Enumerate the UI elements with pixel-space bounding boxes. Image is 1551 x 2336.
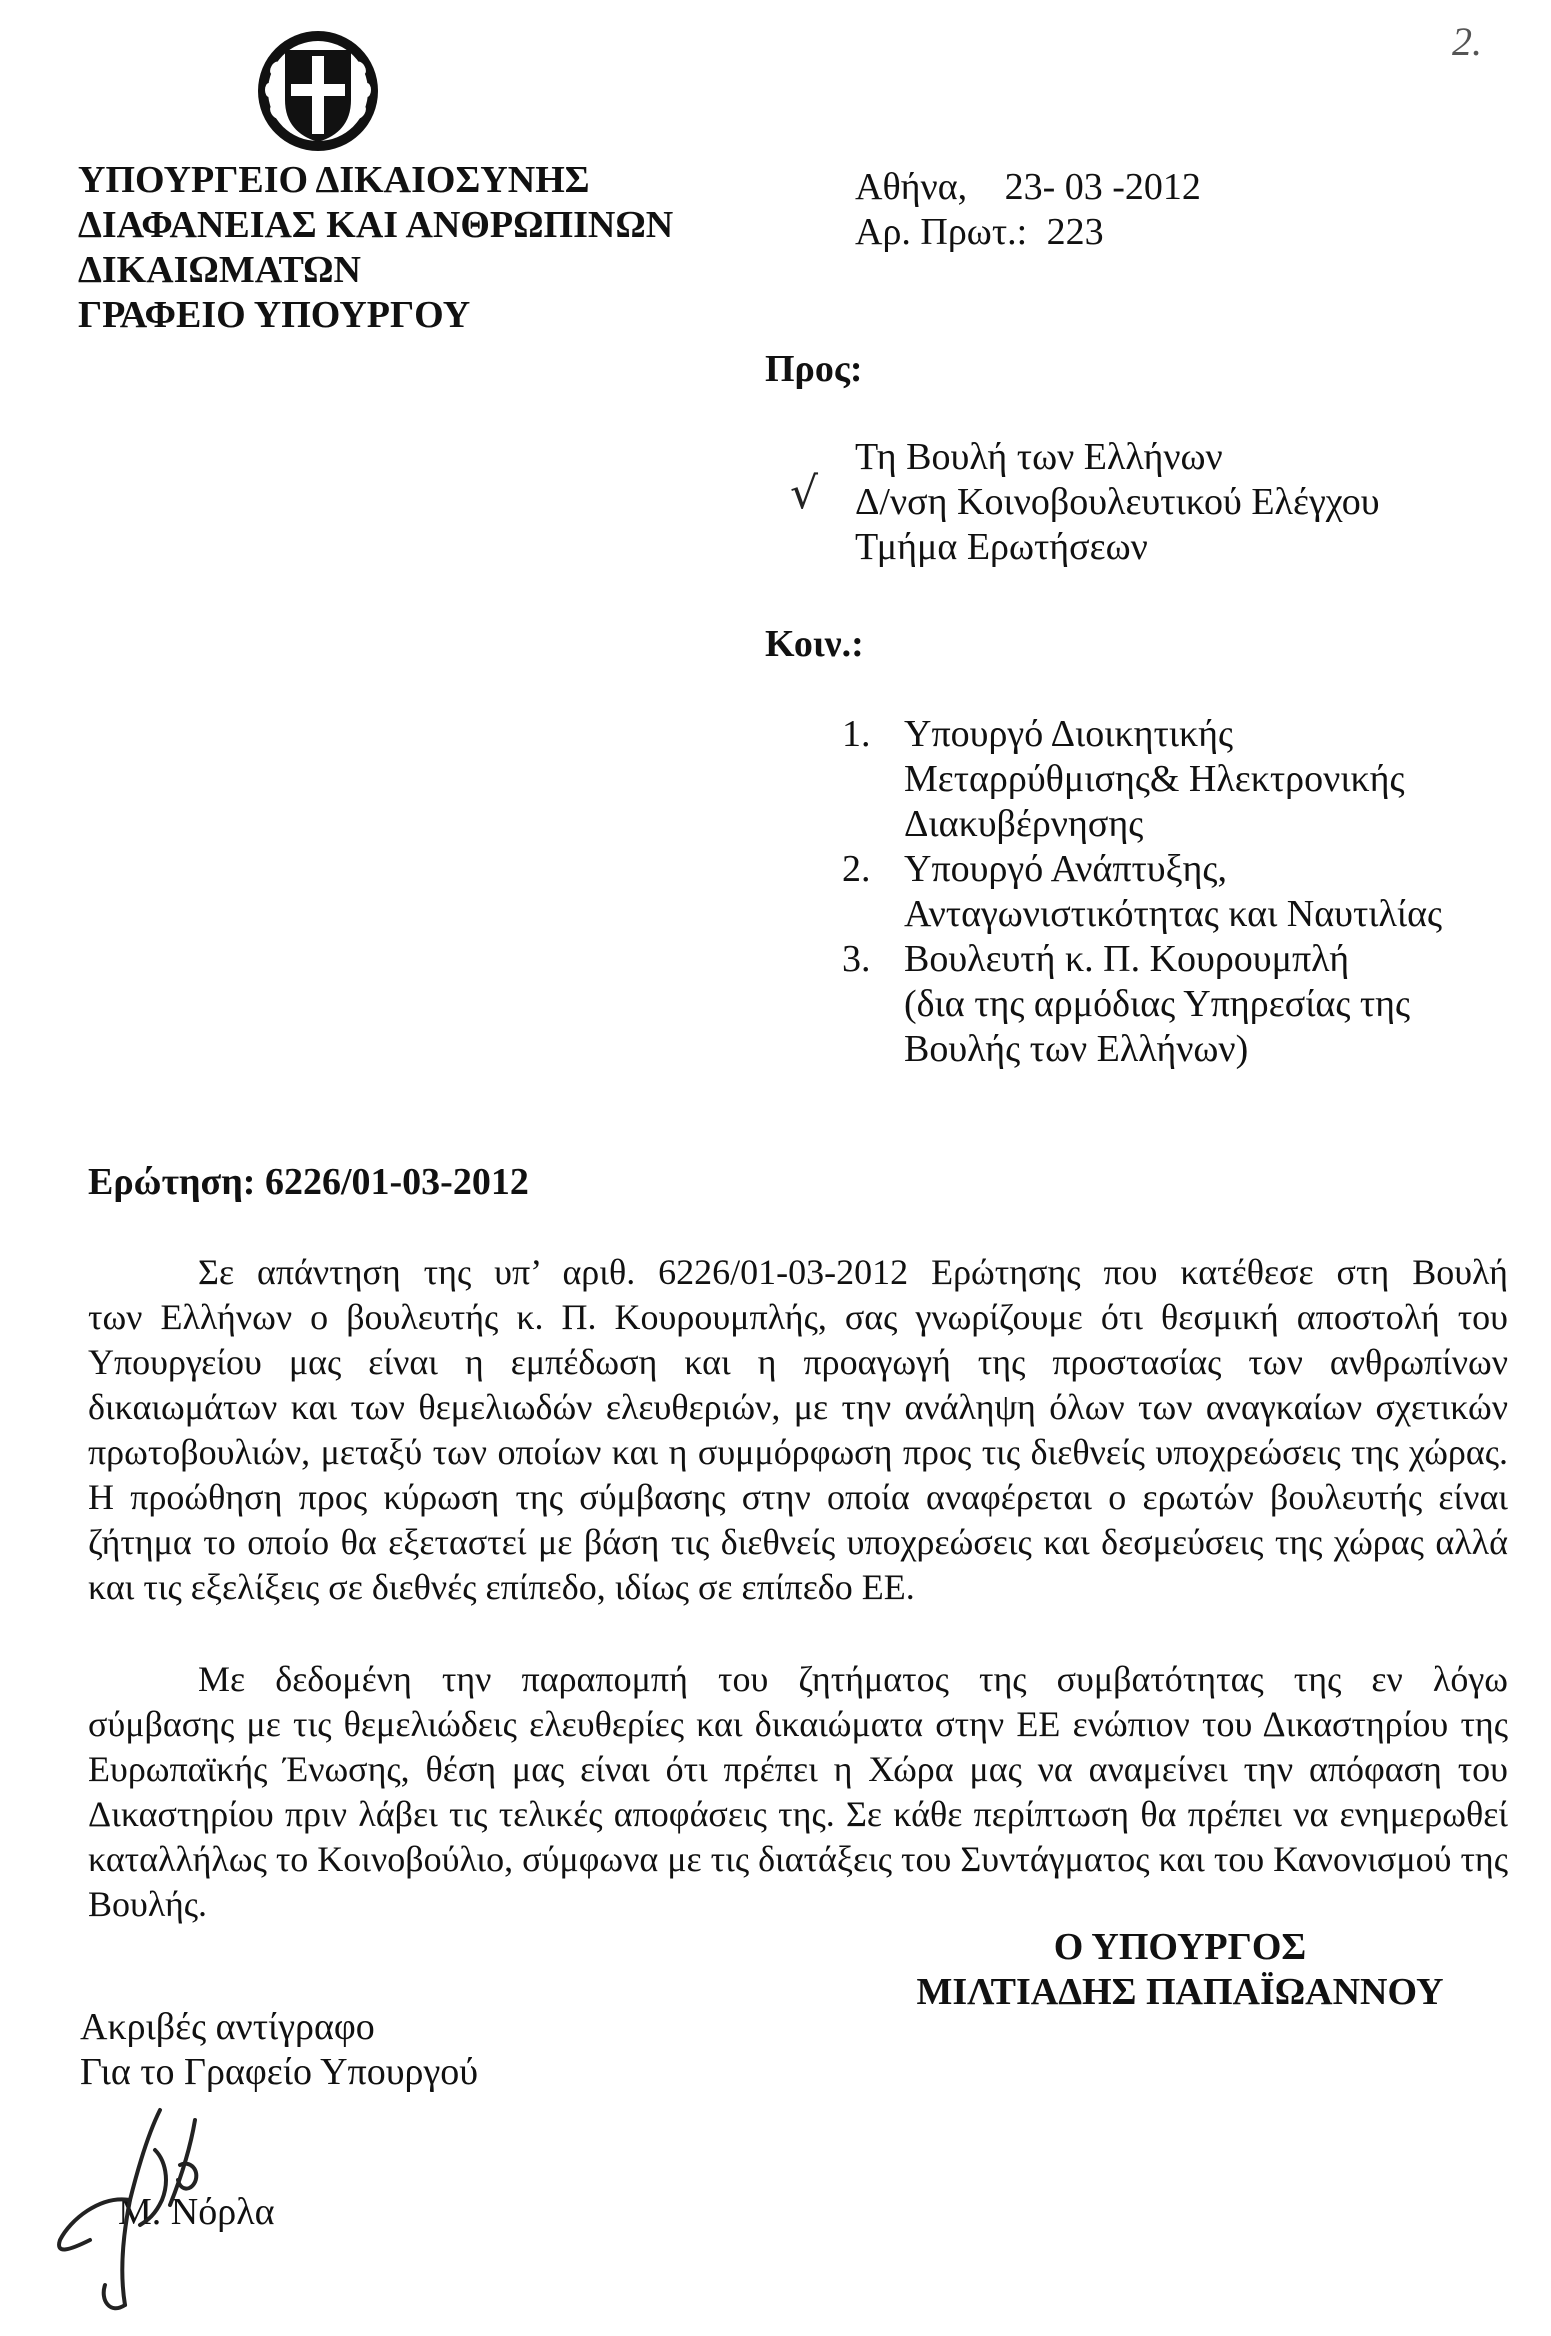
cc-item-line: Υπουργό Ανάπτυξης, (904, 848, 1227, 890)
page-number: 2. (1452, 19, 1482, 64)
cc-item (842, 937, 1442, 1072)
checkmark: √ (790, 468, 819, 519)
cc-item-line: Υπουργό Διοικητικής (904, 713, 1234, 755)
cc-item-number: 2. (842, 848, 871, 890)
cc-item-line: (δια της αρμόδιας Υπηρεσίας της (904, 983, 1411, 1025)
certification-line: Για το Γραφείο Υπουργού (80, 2051, 479, 2093)
paragraph-first-line: Σε απάντηση της υπ’ αριθ. 6226/01-03-2012 Ερώτησης που κατέθεσε στη Βουλή (198, 1252, 1508, 1292)
cc-item-number: 1. (842, 713, 871, 755)
paragraph-body: σύμβασης με τις θεμελιώδεις ελευθερίες και δικαιώματα στην ΕΕ ενώπιον του Δικαστηρίου της Ευρωπαϊκής Ένωσης, θέση μας είναι ότι πρέπει η Χώρα μας να αναμείνει την απόφαση του Δικαστηρίου πριν λάβει τις τελικές αποφάσεις της. Σε κάθε περίπτωση θα πρέπει να ενημερωθεί καταλλήλως το Κοινοβούλιο, σύμφωνα με τις διατάξεις του Συντάγματος και του Κανονισμού της Βουλής. (88, 1704, 1508, 1924)
signatory-block (880, 1925, 1480, 2015)
cc-item-line: Βουλής των Ελλήνων) (904, 1028, 1249, 1070)
to-line: Τμήμα Ερωτήσεων (855, 526, 1148, 568)
cc-item-number: 3. (842, 938, 871, 980)
cc-item (842, 847, 1442, 937)
ministry-header (78, 158, 673, 338)
cc-label: Κοιν.: (765, 623, 864, 665)
ministry-line: ΓΡΑΦΕΙΟ ΥΠΟΥΡΓΟΥ (78, 294, 471, 336)
cc-item-line: Διακυβέρνησης (904, 803, 1144, 845)
protocol-line (855, 210, 1104, 255)
to-line: Τη Βουλή των Ελλήνων (855, 436, 1223, 478)
paragraph-body: των Ελλήνων ο βουλευτής κ. Π. Κουρουμπλής, σας γνωρίζουμε ότι θεσμική αποστολή του Υπουργείου μας είναι η εμπέδωση και η προαγωγή της προστασίας των ανθρωπίνων δικαιωμάτων και των θεμελιωδών ελευθεριών, με την ανάληψη όλων των αναγκαίων σχετικών πρωτοβουλιών, μεταξύ των οποίων και η συμμόρφωση προς τις διεθνείς υποχρεώσεις της χώρας. Η προώθηση προς κύρωση της σύμβασης στην οποία αναφέρεται ο ερωτών βουλευτής είναι ζήτημα το οποίο θα εξεταστεί με βάση τις διεθνείς υποχρεώσεις και δεσμεύσεις της χώρας αλλά και τις εξελίξεις σε διεθνές επίπεδο, ιδίως σε επίπεδο ΕΕ. (88, 1297, 1508, 1607)
cc-item (842, 712, 1442, 847)
paragraph-first-line: Με δεδομένη την παραπομπή του ζητήματος της συμβατότητας της εν λόγω (198, 1659, 1508, 1699)
body-paragraph-2 (88, 1657, 1508, 1927)
protocol-label: Αρ. Πρωτ.: (855, 211, 1028, 253)
to-recipients (855, 435, 1380, 570)
ministry-line: ΔΙΑΦΑΝΕΙΑΣ ΚΑΙ ΑΝΘΡΩΠΙΝΩΝ (78, 204, 674, 246)
signatory-name: ΜΙΛΤΙΑΔΗΣ ΠΑΠΑΪΩΑΝΝΟΥ (916, 1971, 1444, 2013)
certification-block (80, 2005, 478, 2095)
cc-item-line: Βουλευτή κ. Π. Κουρουμπλή (904, 938, 1350, 980)
date-label: Αθήνα, (855, 166, 968, 208)
date-value: 23- 03 -2012 (1004, 166, 1201, 208)
signatory-title: Ο ΥΠΟΥΡΓΟΣ (1053, 1926, 1307, 1968)
body-paragraph-1 (88, 1250, 1508, 1610)
cc-list (842, 712, 1442, 1072)
certification-signer: Μ. Νόρλα (118, 2191, 275, 2233)
date-line (855, 165, 1201, 210)
subject-line: Ερώτηση: 6226/01-03-2012 (88, 1161, 529, 1203)
to-label: Προς: (765, 348, 863, 390)
greek-coat-of-arms-icon (255, 28, 381, 154)
cc-item-line: Ανταγωνιστικότητας και Ναυτιλίας (904, 893, 1443, 935)
cc-item-line: Μεταρρύθμισης& Ηλεκτρονικής (904, 758, 1405, 800)
ministry-line: ΥΠΟΥΡΓΕΙΟ ΔΙΚΑΙΟΣΥΝΗΣ (78, 159, 590, 201)
certification-line: Ακριβές αντίγραφο (80, 2006, 375, 2048)
handwritten-signature (30, 2090, 260, 2320)
to-line: Δ/νση Κοινοβουλευτικού Ελέγχου (855, 481, 1380, 523)
protocol-value: 223 (1046, 211, 1104, 253)
ministry-line: ΔΙΚΑΙΩΜΑΤΩΝ (78, 249, 361, 291)
